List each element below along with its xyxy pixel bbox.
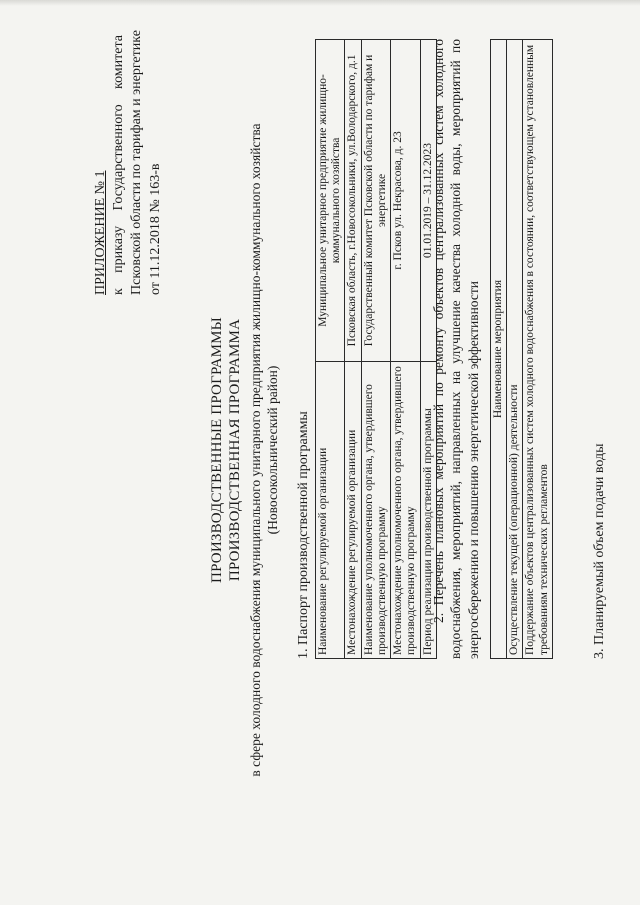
appendix-word-state: Государственного [111,104,127,211]
table-header-row [491,40,507,659]
subheading-line-1: в сфере холодного водоснабжения муниципального унитарного предприятия жилищно-коммунального хозяйства [248,123,263,777]
section-3-title: 3. Планируемый объем подачи воды [592,443,607,659]
heading-line-2: ПРОИЗВОДСТВЕННАЯ ПРОГРАММА [227,318,243,582]
appendix-line-1 [110,35,128,295]
passport-label: Наименование уполномоченного органа, утвердившего производственную программу [361,361,390,658]
table-row [345,40,361,659]
table-row [316,40,345,659]
section-1-title: 1. Паспорт производственной программы [296,411,311,659]
appendix-line-3: от 11.12.2018 № 163-в [147,163,163,295]
section-2-text: 2. Перечень плановых мероприятий по ремонту объектов централизованных систем холодного водоснабжения, мероприятий, направленных на улучшение качества холодной воды, мероприятий по энергосбережению и повышению энергетической эффективности [431,39,481,659]
subheading-line-2: (Новосокольнический район) [264,365,280,535]
passport-table [315,39,437,659]
table-row [507,40,523,659]
rotated-document [10,5,630,895]
passport-value: Псковская область, г.Новосокольники, ул.Володарского, д.1 [345,40,361,362]
measure-item: Поддержание объектов централизованных систем холодного водоснабжения в состоянии, соответствующем установленным требованиям технических регламентов [523,40,552,659]
passport-value: Муниципальное унитарное предприятие жилищно-коммунального хозяйства [316,40,345,362]
table-row [361,40,390,659]
section-2-paragraph [430,39,482,659]
appendix-block [92,30,165,295]
measures-header: Наименование мероприятия [491,40,507,659]
passport-value: Государственный комитет Псковской области по тарифам и энергетике [361,40,390,362]
document-heading [208,5,244,895]
heading-line-1: ПРОИЗВОДСТВЕННЫЕ ПРОГРАММЫ [209,317,225,583]
passport-label: Местонахождение уполномоченного органа, утвердившего производственную программу [391,361,420,658]
passport-value: 01.01.2019 – 31.12.2023 [420,40,436,362]
appendix-line-2: Псковской области по тарифам и энергетике [129,30,145,295]
appendix-word-committee: комитета [111,35,127,90]
table-row [391,40,420,659]
measures-table [490,39,553,659]
passport-label: Период реализации производственной программы [420,361,436,658]
passport-label: Наименование регулируемой организации [316,361,345,658]
document-subheading [248,5,282,895]
appendix-title: ПРИЛОЖЕНИЕ № 1 [93,170,108,295]
measure-item: Осуществление текущей (операционной) деятельности [507,40,523,659]
passport-value: г. Псков ул. Некрасова, д. 23 [391,40,420,362]
appendix-word-k: к [111,288,127,295]
table-row [523,40,552,659]
passport-label: Местонахождение регулируемой организации [345,361,361,658]
appendix-word-order: приказу [111,225,127,273]
